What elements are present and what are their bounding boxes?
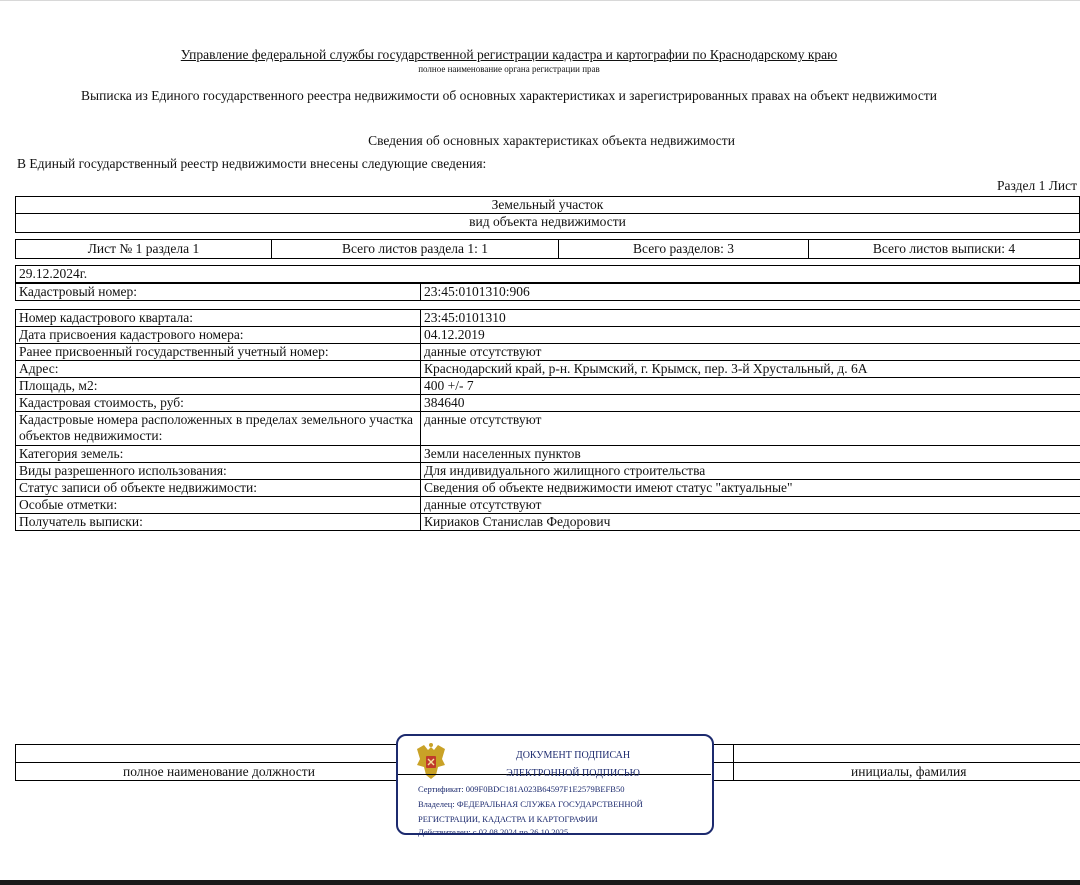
intro-text: В Единый государственный реестр недвижимости внесены следующие сведения: <box>17 156 487 171</box>
section-title: Сведения об основных характеристиках объекта недвижимости <box>368 133 735 148</box>
section-sheets-total: Всего листов раздела 1: 1 <box>272 240 559 258</box>
row-label: Ранее присвоенный государственный учетный номер: <box>16 344 421 361</box>
position-caption: полное наименование должности <box>123 764 315 779</box>
row-value: 400 +/- 7 <box>421 378 1080 395</box>
section-sheet-label: Раздел 1 Лист <box>997 178 1077 193</box>
row-label: Кадастровый номер: <box>16 284 421 301</box>
row-value: Краснодарский край, р-н. Крымский, г. Крымск, пер. 3-й Хрустальный, д. 6А <box>421 361 1080 378</box>
stamp-owner-line1: Владелец: ФЕДЕРАЛЬНАЯ СЛУЖБА ГОСУДАРСТВЕННОЙ <box>418 799 643 809</box>
row-value: Для индивидуального жилищного строительства <box>421 463 1080 480</box>
row-value: 384640 <box>421 395 1080 412</box>
row-label: Виды разрешенного использования: <box>16 463 421 480</box>
details-table <box>15 309 1080 531</box>
row-value: Кириаков Станислав Федорович <box>421 514 1080 531</box>
sheet-info-row <box>15 239 1080 259</box>
row-value: 23:45:0101310:906 <box>421 284 1080 301</box>
stamp-validity: Действителен: с 02.08.2024 по 26.10.2025 <box>418 827 569 837</box>
table-row <box>16 378 1080 395</box>
bottom-edge <box>0 880 1080 885</box>
row-label: Статус записи об объекте недвижимости: <box>16 480 421 497</box>
stamp-certificate: Сертификат: 009F0BDC181A023B64597F1E2579BEFB50 <box>418 784 625 794</box>
electronic-signature-stamp <box>396 734 714 835</box>
extract-title: Выписка из Единого государственного реестра недвижимости об основных характеристиках и зарегистрированных правах на объект недвижимости <box>81 88 937 103</box>
row-label: Категория земель: <box>16 446 421 463</box>
row-label: Дата присвоения кадастрового номера: <box>16 327 421 344</box>
stamp-owner-line2: РЕГИСТРАЦИИ, КАДАСТРА И КАРТОГРАФИИ <box>418 814 598 824</box>
table-row <box>16 344 1080 361</box>
table-row <box>16 497 1080 514</box>
table-row <box>16 480 1080 497</box>
row-label: Особые отметки: <box>16 497 421 514</box>
object-type-caption: вид объекта недвижимости <box>15 214 1080 233</box>
table-row <box>16 514 1080 531</box>
table-row <box>16 412 1080 446</box>
coat-of-arms-icon <box>414 741 448 781</box>
row-value: данные отсутствуют <box>421 412 1080 446</box>
row-label: Получатель выписки: <box>16 514 421 531</box>
table-row <box>16 284 1080 301</box>
row-label: Кадастровая стоимость, руб: <box>16 395 421 412</box>
name-caption: инициалы, фамилия <box>851 764 967 779</box>
table-row <box>16 361 1080 378</box>
sections-total: Всего разделов: 3 <box>559 240 809 258</box>
cadastral-number-table <box>15 283 1080 301</box>
row-label: Номер кадастрового квартала: <box>16 310 421 327</box>
sheet-number: Лист № 1 раздела 1 <box>16 240 272 258</box>
organization-caption: полное наименование органа регистрации прав <box>418 64 600 74</box>
row-value: Сведения об объекте недвижимости имеют статус "актуальные" <box>421 480 1080 497</box>
extract-sheets-total: Всего листов выписки: 4 <box>872 241 1016 256</box>
row-label: Кадастровые номера расположенных в пределах земельного участка объектов недвижимости: <box>16 412 421 446</box>
stamp-subtitle: ЭЛЕКТРОННОЙ ПОДПИСЬЮ <box>506 768 640 779</box>
row-value: 23:45:0101310 <box>421 310 1080 327</box>
row-value: 04.12.2019 <box>421 327 1080 344</box>
top-divider <box>0 0 1080 1</box>
table-row <box>16 395 1080 412</box>
table-row <box>16 446 1080 463</box>
table-row <box>16 327 1080 344</box>
row-value: данные отсутствуют <box>421 344 1080 361</box>
extract-date: 29.12.2024г. <box>15 265 1080 283</box>
table-row <box>16 463 1080 480</box>
table-row <box>16 310 1080 327</box>
row-value: данные отсутствуют <box>421 497 1080 514</box>
row-value: Земли населенных пунктов <box>421 446 1080 463</box>
row-label: Адрес: <box>16 361 421 378</box>
object-type: Земельный участок <box>15 196 1080 214</box>
row-label: Площадь, м2: <box>16 378 421 395</box>
organization-name: Управление федеральной службы государственной регистрации кадастра и картографии по Краснодарскому краю <box>180 47 838 62</box>
stamp-title: ДОКУМЕНТ ПОДПИСАН <box>515 750 631 761</box>
signature-divider <box>733 744 734 781</box>
signature-left-border <box>15 744 16 781</box>
